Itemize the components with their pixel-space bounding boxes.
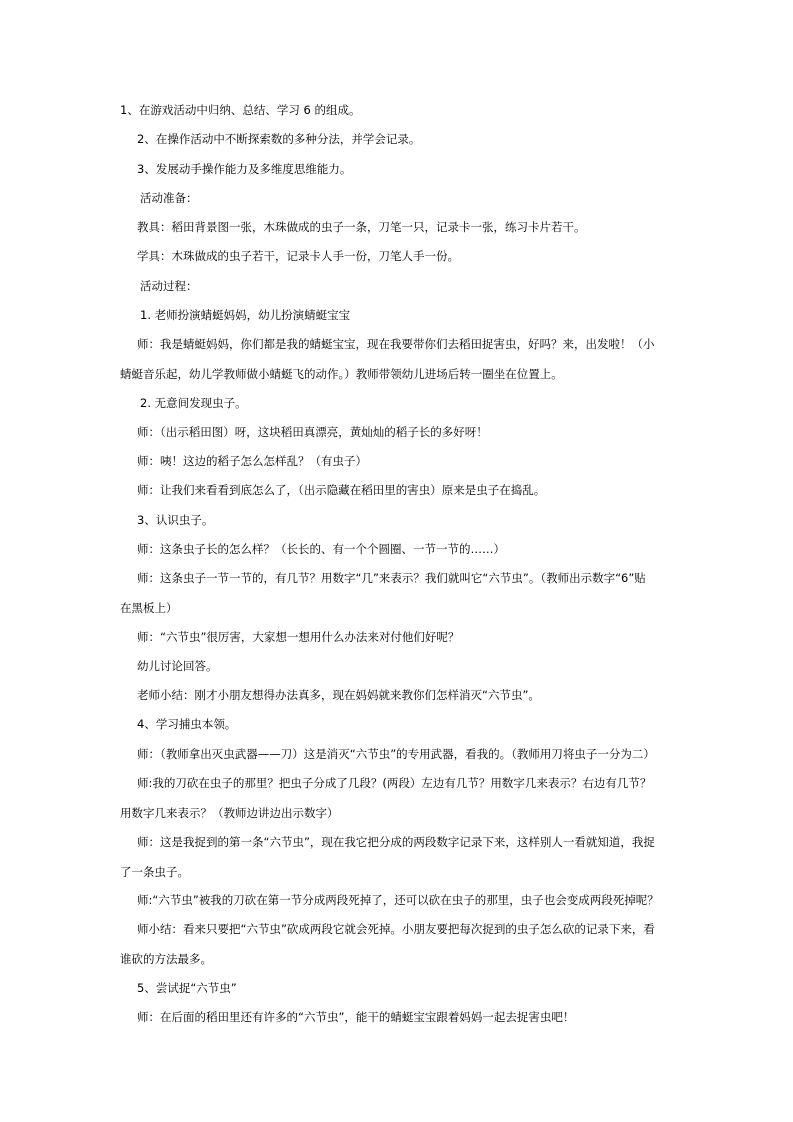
text-line: 了一条虫子。 <box>120 864 189 879</box>
step-4-summary <box>120 915 676 974</box>
step-5-dialog <box>120 1003 676 1033</box>
step-5-title <box>120 974 676 1004</box>
step-2-title <box>120 389 676 419</box>
text-line: 在黑板上） <box>120 600 178 615</box>
text-line: 用数字几来表示？（教师边讲边出示数字） <box>120 805 339 820</box>
text-line: 师:“六节虫”被我的刀砍在第一节分成两段死掉了，还可以砍在虫子的那里，虫子也会变成两段死掉呢？ <box>137 893 659 907</box>
text-line: 师：（教师拿出灭虫武器——刀）这是消灭“六节虫”的专用武器，看我的。（教师用刀将虫子一分为二） <box>137 747 655 761</box>
text-line: 蜻蜓音乐起，幼儿学教师做小蜻蜓飞的动作。）教师带领幼儿进场后转一圈坐在位置上。 <box>120 366 563 381</box>
step-2-dialog-1 <box>120 418 676 448</box>
text-line: 师小结：看来只要把“六节虫”砍成两段它就会死掉。小朋友要把每次捉到的虫子怎么砍的记录下来，看 <box>137 922 655 936</box>
text-line: 师：咦！这边的稻子怎么怎样乱？（有虫子） <box>137 454 367 468</box>
text-line: 4、学习捕虫本领。 <box>137 717 237 731</box>
text-line: 3、发展动手操作能力及多维度思维能力。 <box>137 162 352 176</box>
objective-3 <box>120 155 676 185</box>
text-line: 师：在后面的稻田里还有许多的“六节虫”，能干的蜻蜓宝宝跟着妈妈一起去捉害虫吧！ <box>137 1010 575 1024</box>
step-4-dialog-3 <box>120 828 676 887</box>
text-line: 2、在操作活动中不断探索数的多种分法，并学会记录。 <box>137 132 421 146</box>
step-1-dialog <box>120 330 676 389</box>
text-line: 师：（出示稻田图）呀，这块稻田真漂亮，黄灿灿的稻子长的多好呀！ <box>137 425 488 439</box>
text-line: 谁砍的方法最多。 <box>120 951 212 966</box>
text-line: 3、认识虫子。 <box>137 513 214 527</box>
teaching-aids <box>120 213 676 243</box>
step-3-dialog-3 <box>120 623 676 653</box>
text-line: 活动准备： <box>140 191 198 205</box>
heading-process <box>120 272 676 302</box>
step-3-dialog-2 <box>120 564 676 623</box>
step-3-summary <box>120 681 676 711</box>
objective-2 <box>120 125 676 155</box>
step-1-title <box>120 301 676 331</box>
text-line: 师：这条虫子一节一节的，有几节？用数字“几”来表示？我们就叫它“六节虫”。（教师出示数字“6”贴 <box>137 571 646 585</box>
text-line: 5、尝试捉“六节虫” <box>137 981 237 995</box>
step-2-dialog-2 <box>120 447 676 477</box>
step-2-dialog-3 <box>120 476 676 506</box>
step-3-title <box>120 506 676 536</box>
heading-preparation <box>120 184 676 214</box>
text-line: 师：这是我捉到的第一条“六节虫”，现在我它把分成的两段数字记录下来，这样别人一看就知道，我捉 <box>137 835 655 849</box>
step-4-dialog-4 <box>120 886 676 916</box>
step-3-discussion <box>120 652 676 682</box>
text-line: 老师小结：刚才小朋友想得办法真多，现在妈妈就来教你们怎样消灭“六节虫”。 <box>137 688 540 702</box>
step-4-dialog-1 <box>120 740 676 770</box>
text-line: 师：我是蜻蜓妈妈，你们都是我的蜻蜓宝宝，现在我要带你们去稻田捉害虫，好吗？来，出发啦！（小 <box>137 337 655 351</box>
text-line: 活动过程： <box>140 279 198 293</box>
learning-aids <box>120 242 676 272</box>
step-3-dialog-1 <box>120 535 676 565</box>
text-line: 学具：木珠做成的虫子若干，记录卡人手一份，刀笔人手一份。 <box>137 249 459 263</box>
text-line: 1、在游戏活动中归纳、总结、学习 6 的组成。 <box>120 103 361 117</box>
text-line: 师：让我们来看看到底怎么了，（出示隐藏在稻田里的害虫）原来是虫子在捣乱。 <box>137 483 546 497</box>
step-4-title <box>120 710 676 740</box>
text-line: 2. 无意间发现虫子。 <box>140 396 247 410</box>
text-line: 1. 老师扮演蜻蜓妈妈，幼儿扮演蜻蜓宝宝 <box>140 308 351 322</box>
text-line: 教具：稻田背景图一张，木珠做成的虫子一条，刀笔一只，记录卡一张，练习卡片若干。 <box>137 220 586 234</box>
text-line: 师：“六节虫”很厉害，大家想一想用什么办法来对付他们好呢？ <box>137 630 460 644</box>
text-line: 师：这条虫子长的怎么样？（长长的、有一个个圆圈、一节一节的……） <box>137 542 505 556</box>
step-4-dialog-2 <box>120 769 676 828</box>
text-line: 师:我的刀砍在虫子的那里？把虫子分成了几段？(两段）左边有几节？用数字几来表示？右边有几节？ <box>137 776 652 790</box>
objective-1 <box>120 96 676 126</box>
text-line: 幼儿讨论回答。 <box>137 659 218 673</box>
